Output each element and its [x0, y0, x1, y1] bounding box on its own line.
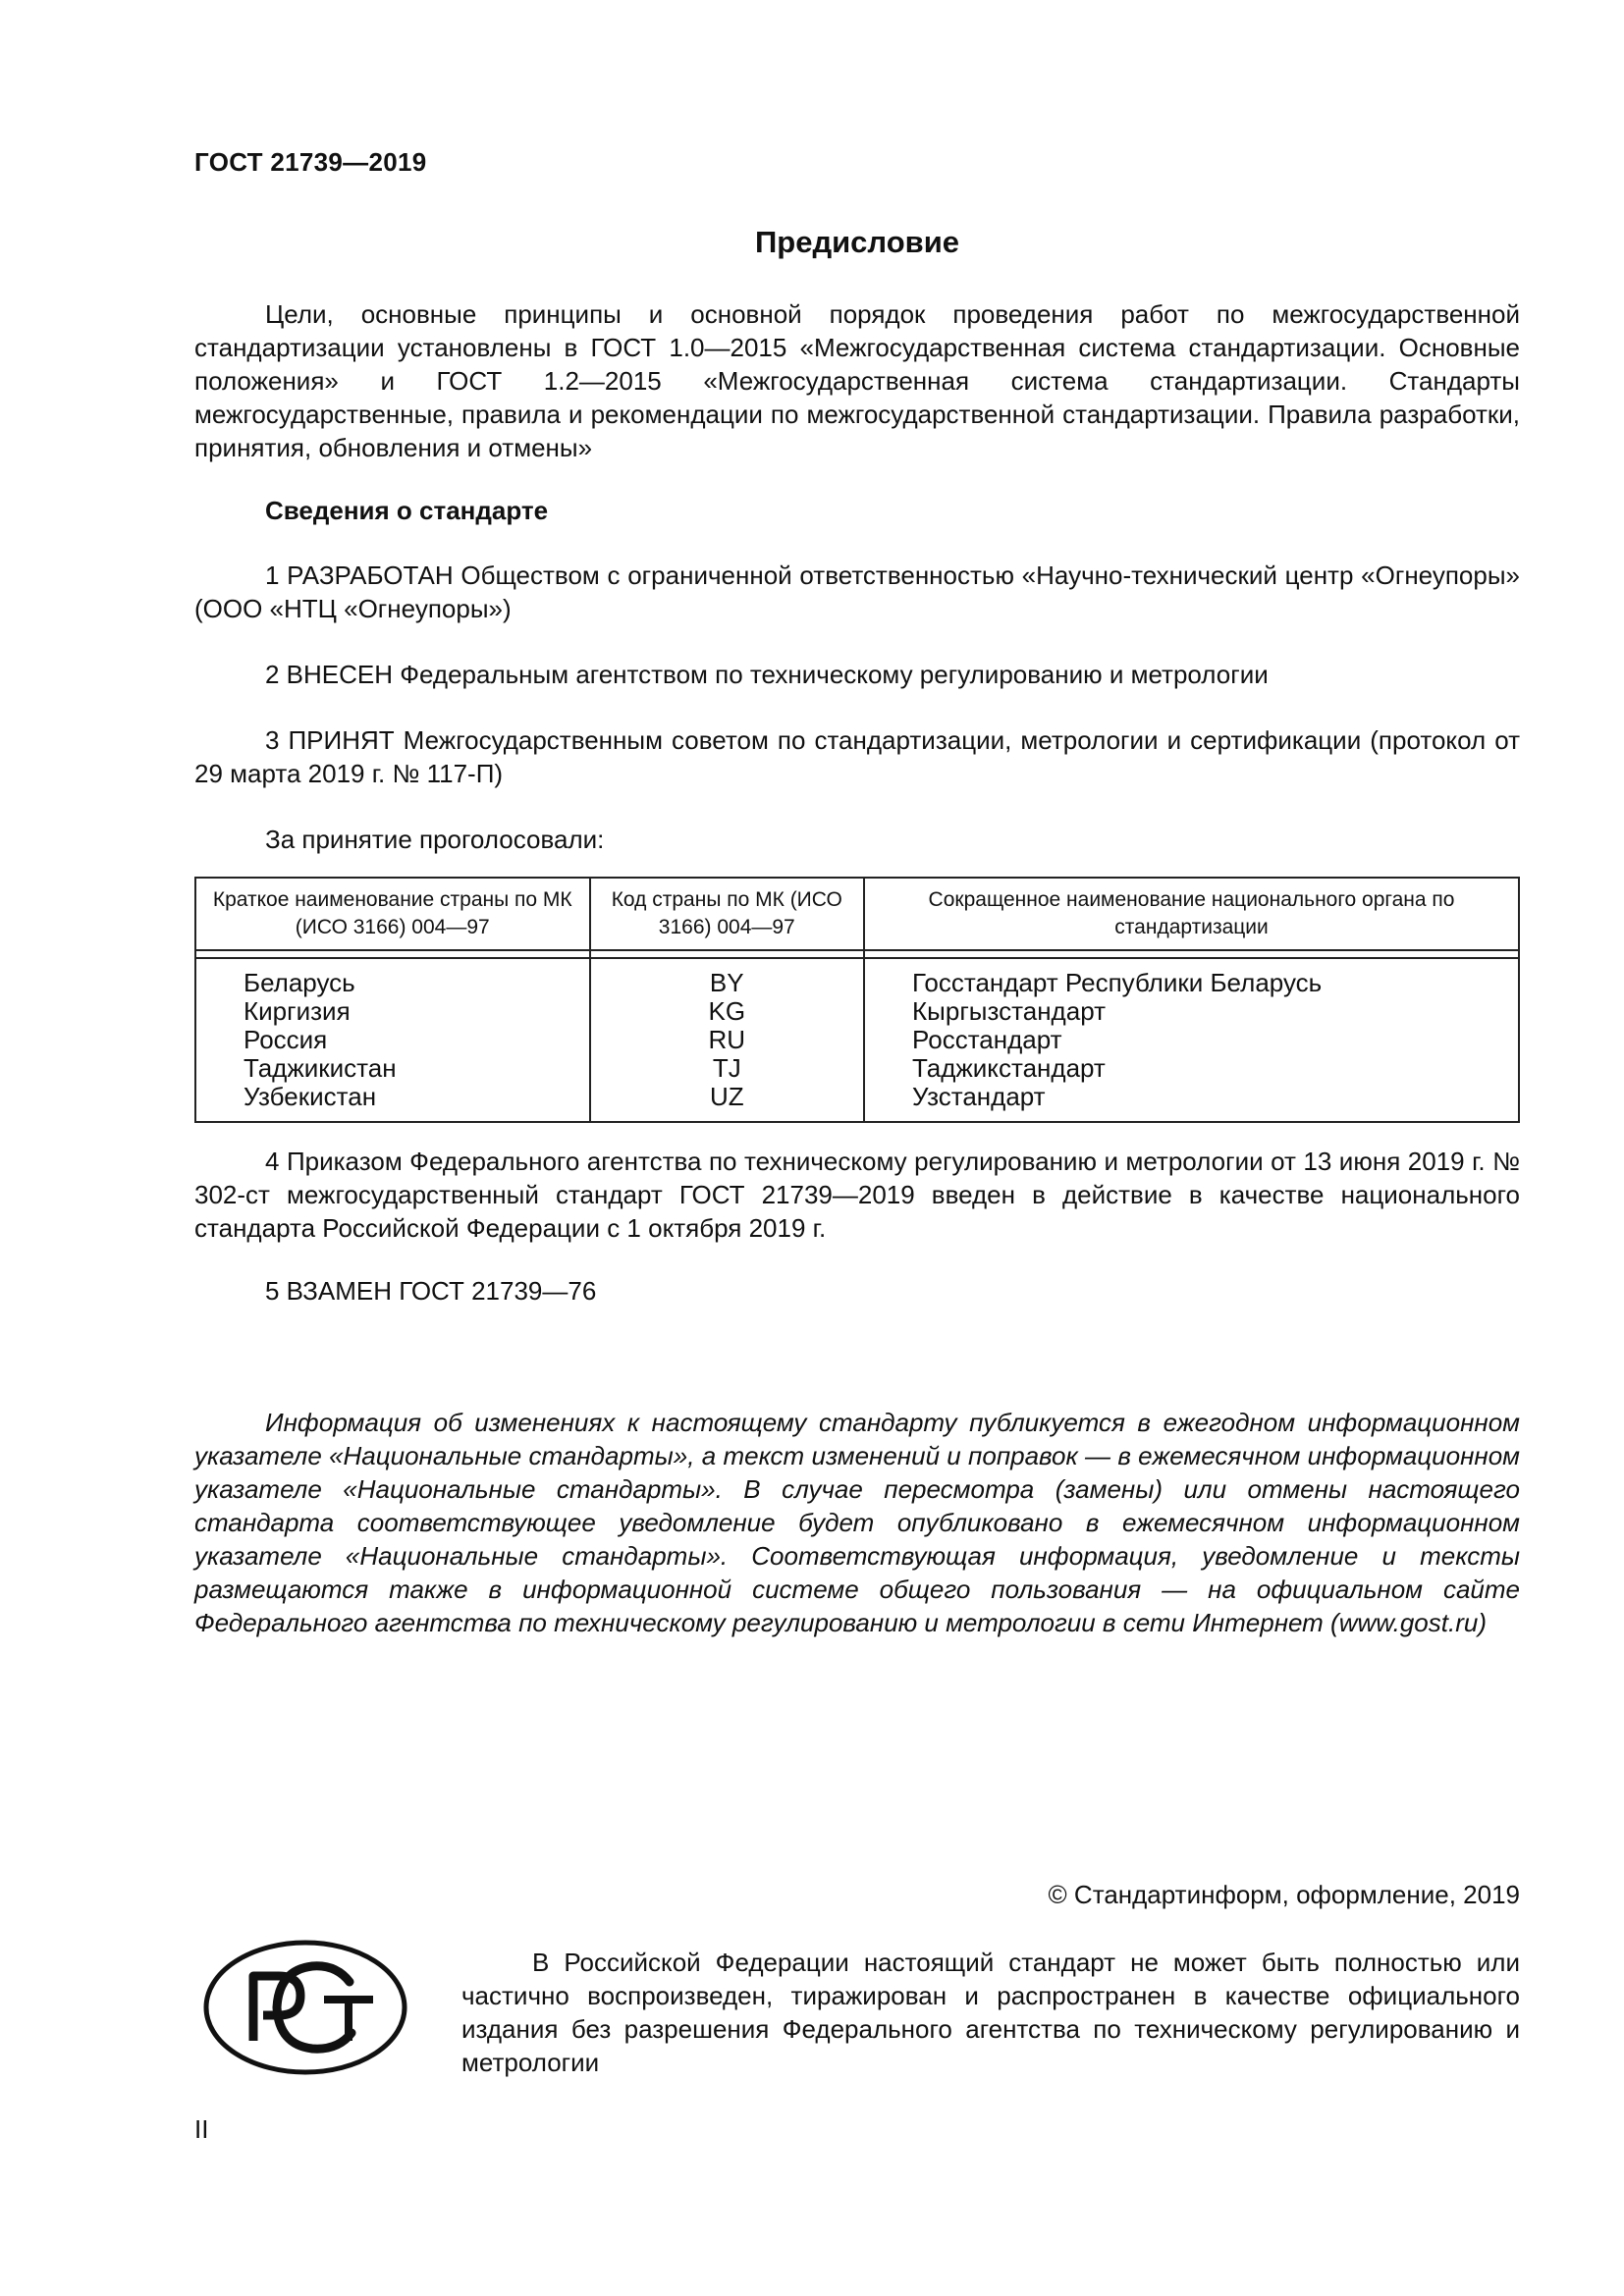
country-name: Таджикистан	[244, 1053, 397, 1083]
column-header-organization: Сокращенное наименование национального органа по стандартизации	[864, 878, 1519, 950]
country-code: TJ	[712, 1053, 741, 1083]
info-item-order: 4 Приказом Федерального агентства по техническому регулированию и метрологии от 13 июня 2019 г. № 302-ст межгосударственный стандарт ГОСТ 21739—2019 введен в действие в качестве национального стандарта Российской Федерации с 1 октября 2019 г.	[194, 1147, 1520, 1243]
table-row	[195, 1026, 1519, 1054]
changes-info-notice: Информация об изменениях к настоящему стандарту публикуется в ежегодном информационном указателе «Национальные стандарты», а текст изменений и поправок — в ежемесячном информационном указателе «Национальные стандарты». В случае пересмотра (замены) или отмены настоящего стандарта соответствующее уведомление будет опубликовано в ежемесячном информационном указателе «Национальные стандарты». Соответствующая информация, уведомление и тексты размещаются также в информационной системе общего пользования — на официальном сайте Федерального агентства по техническому регулированию и метрологии в сети Интернет (www.gost.ru)	[194, 1408, 1520, 1637]
copyright-line: © Стандартинформ, оформление, 2019	[1048, 1880, 1520, 1909]
intro-paragraph: Цели, основные принципы и основной порядок проведения работ по межгосударственной стандартизации установлены в ГОСТ 1.0—2015 «Межгосударственная система стандартизации. Основные положения» и ГОСТ 1.2—2015 «Межгосударственная система стандартизации. Стандарты межгосударственные, правила и рекомендации по межгосударственной стандартизации. Правила разработки, принятия, обновления и отмены»	[194, 299, 1520, 462]
header-separator	[195, 950, 1519, 958]
page-number: II	[194, 2114, 209, 2144]
standards-body: Росстандарт	[912, 1025, 1062, 1054]
country-name: Россия	[244, 1025, 328, 1054]
table-row	[195, 958, 1519, 997]
standards-body: Госстандарт Республики Беларусь	[912, 968, 1323, 997]
country-name: Киргизия	[244, 996, 351, 1026]
table-header-row	[195, 878, 1519, 950]
info-item-developed: 1 РАЗРАБОТАН Обществом с ограниченной ответственностью «Научно-технический центр «Огнеупоры» (ООО «НТЦ «Огнеупоры»)	[194, 561, 1520, 623]
column-header-code: Код страны по МК (ИСО 3166) 004—97	[590, 878, 865, 950]
document-page	[194, 0, 1520, 2296]
country-name: Беларусь	[244, 968, 355, 997]
country-name: Узбекистан	[244, 1082, 377, 1111]
country-code: UZ	[709, 1082, 744, 1111]
standards-body: Кыргызстандарт	[912, 996, 1106, 1026]
info-item-introduced: 2 ВНЕСЕН Федеральным агентством по техническому регулированию и метрологии	[265, 660, 1269, 689]
member-countries-table	[194, 877, 1520, 1123]
info-item-replaces: 5 ВЗАМЕН ГОСТ 21739—76	[265, 1276, 597, 1306]
standards-body: Узстандарт	[912, 1082, 1046, 1111]
standard-info-heading: Сведения о стандарте	[265, 496, 549, 525]
country-code: BY	[709, 968, 744, 997]
table-row	[195, 997, 1519, 1026]
country-code: KG	[708, 996, 746, 1026]
standard-code-header: ГОСТ 21739—2019	[194, 147, 427, 177]
votes-label: За принятие проголосовали:	[265, 825, 605, 854]
reproduction-notice: В Российской Федерации настоящий стандарт не может быть полностью или частично воспроизведен, тиражирован и распространен в качестве официального издания без разрешения Федерального агентства по техническому регулированию и метрологии	[461, 1948, 1520, 2077]
table-row	[195, 1083, 1519, 1122]
column-header-country: Краткое наименование страны по МК (ИСО 3166) 004—97	[195, 878, 590, 950]
table-row	[195, 1054, 1519, 1083]
pct-certification-logo	[202, 1939, 408, 2076]
page-title: Предисловие	[754, 225, 959, 259]
country-code: RU	[708, 1025, 746, 1054]
info-item-adopted: 3 ПРИНЯТ Межгосударственным советом по стандартизации, метрологии и сертификации (протокол от 29 марта 2019 г. № 117-П)	[194, 725, 1520, 788]
standards-body: Таджикстандарт	[912, 1053, 1106, 1083]
